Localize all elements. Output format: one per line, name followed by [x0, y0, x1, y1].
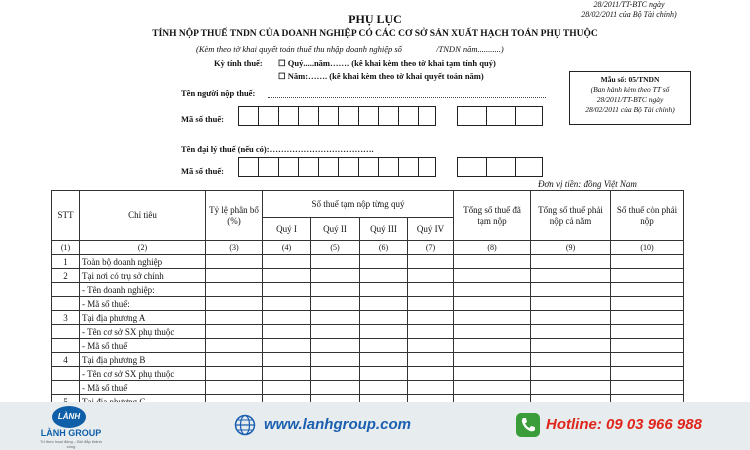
value-cell[interactable]: [206, 269, 263, 283]
header-q3: Quý III: [360, 218, 408, 241]
value-cell[interactable]: [611, 353, 684, 367]
value-cell[interactable]: [311, 283, 360, 297]
attach-note-tail: /TNDN năm...........): [436, 44, 504, 54]
value-cell[interactable]: [454, 381, 531, 395]
header-total-year: Tổng số thuế phải nộp cả năm: [531, 191, 611, 241]
value-cell[interactable]: [454, 297, 531, 311]
currency-unit: Đơn vị tiền: đồng Việt Nam: [538, 179, 637, 189]
col-number: (8): [454, 241, 531, 255]
table-row: [52, 255, 684, 269]
value-cell[interactable]: [360, 297, 408, 311]
table-row: [52, 283, 684, 297]
period-quarter[interactable]: ☐ Quý.....năm……. (kê khai kèm theo tờ khai tạm tính quý): [278, 58, 496, 68]
top-note-line1: 28/2011/TT-BTC ngày: [593, 0, 665, 9]
value-cell[interactable]: [531, 339, 611, 353]
col-number: (6): [360, 241, 408, 255]
agent-tax-code-boxes[interactable]: [238, 157, 436, 177]
header-item: Chỉ tiêu: [80, 191, 206, 241]
attach-note: [196, 44, 504, 54]
logo-tagline: Tri thức hoạt động – Bồi đắp thành công: [40, 439, 102, 449]
value-cell[interactable]: [360, 381, 408, 395]
website-link[interactable]: www.lanhgroup.com: [264, 416, 411, 433]
hotline-link[interactable]: Hotline: 09 03 966 988: [546, 416, 702, 433]
col-number: (4): [263, 241, 311, 255]
col-number: (5): [311, 241, 360, 255]
col-number: (9): [531, 241, 611, 255]
value-cell[interactable]: [311, 255, 360, 269]
value-cell[interactable]: [531, 325, 611, 339]
row-label: Tại địa phương B: [80, 353, 206, 367]
taxpayer-name-field[interactable]: [268, 97, 546, 98]
value-cell[interactable]: [311, 381, 360, 395]
value-cell[interactable]: [311, 325, 360, 339]
table-body: [52, 255, 684, 409]
value-cell[interactable]: [408, 311, 454, 325]
value-cell[interactable]: [454, 311, 531, 325]
value-cell[interactable]: [611, 311, 684, 325]
form-code-box: [569, 71, 691, 125]
form-code-line2: 28/2011/TT-BTC ngày: [596, 95, 664, 104]
value-cell[interactable]: [360, 339, 408, 353]
col-number: (3): [206, 241, 263, 255]
agent-tax-code-label: Mã số thuế:: [181, 166, 224, 176]
taxpayer-name-label: Tên người nộp thuế:: [181, 88, 256, 98]
value-cell[interactable]: [206, 353, 263, 367]
page-subtitle: TÍNH NỘP THUẾ TNDN CỦA DOANH NGHIỆP CÓ CÁC CƠ SỞ SẢN XUẤT HẠCH TOÁN PHỤ THUỘC: [152, 29, 598, 39]
top-note-line2: 28/02/2011 của Bộ Tài chính): [581, 10, 677, 19]
agent-name-label: Tên đại lý thuế (nếu có):……………………………….: [181, 144, 374, 154]
header-q1: Quý I: [263, 218, 311, 241]
col-number: (10): [611, 241, 684, 255]
row-stt: [52, 381, 80, 395]
table-row: [52, 339, 684, 353]
value-cell[interactable]: [263, 381, 311, 395]
value-cell[interactable]: [611, 255, 684, 269]
row-label: - Tên cơ sở SX phụ thuộc: [80, 367, 206, 381]
value-cell[interactable]: [408, 255, 454, 269]
agent-tax-code-branch-boxes[interactable]: [457, 157, 543, 177]
table-row: [52, 367, 684, 381]
header-ratio: Tỷ lệ phân bổ (%): [206, 191, 263, 241]
value-cell[interactable]: [360, 283, 408, 297]
form-code-line1: (Ban hành kèm theo TT số: [590, 85, 670, 94]
tax-code-boxes[interactable]: [238, 106, 436, 126]
value-cell[interactable]: [206, 325, 263, 339]
table-row: [52, 311, 684, 325]
value-cell[interactable]: [311, 353, 360, 367]
value-cell[interactable]: [311, 339, 360, 353]
value-cell[interactable]: [611, 381, 684, 395]
logo-text: LÀNH GROUP: [40, 428, 102, 438]
row-label: Tại nơi có trụ sở chính: [80, 269, 206, 283]
row-stt: 3: [52, 311, 80, 325]
value-cell[interactable]: [360, 353, 408, 367]
value-cell[interactable]: [408, 283, 454, 297]
value-cell[interactable]: [311, 311, 360, 325]
row-stt: [52, 339, 80, 353]
table-row: [52, 269, 684, 283]
value-cell[interactable]: [360, 311, 408, 325]
value-cell[interactable]: [263, 325, 311, 339]
value-cell[interactable]: [454, 283, 531, 297]
value-cell[interactable]: [206, 311, 263, 325]
value-cell[interactable]: [311, 269, 360, 283]
value-cell[interactable]: [611, 325, 684, 339]
header-q2: Quý II: [311, 218, 360, 241]
value-cell[interactable]: [531, 367, 611, 381]
table-row: [52, 325, 684, 339]
value-cell[interactable]: [263, 353, 311, 367]
row-stt: [52, 297, 80, 311]
value-cell[interactable]: [408, 367, 454, 381]
value-cell[interactable]: [531, 381, 611, 395]
value-cell[interactable]: [531, 311, 611, 325]
header-remaining: Số thuế còn phải nộp: [611, 191, 684, 241]
col-number: (2): [80, 241, 206, 255]
table-row: [52, 381, 684, 395]
value-cell[interactable]: [454, 339, 531, 353]
value-cell[interactable]: [206, 255, 263, 269]
value-cell[interactable]: [360, 367, 408, 381]
value-cell[interactable]: [454, 367, 531, 381]
value-cell[interactable]: [531, 297, 611, 311]
row-label: - Tên cơ sở SX phụ thuộc: [80, 325, 206, 339]
value-cell[interactable]: [263, 255, 311, 269]
value-cell[interactable]: [263, 269, 311, 283]
value-cell[interactable]: [454, 325, 531, 339]
page-title: PHỤ LỤC: [348, 12, 402, 26]
form-code: Mẫu số: 05/TNDN: [600, 75, 660, 84]
value-cell[interactable]: [454, 353, 531, 367]
value-cell[interactable]: [611, 269, 684, 283]
header-stt: STT: [52, 191, 80, 241]
value-cell[interactable]: [360, 269, 408, 283]
value-cell[interactable]: [311, 297, 360, 311]
value-cell[interactable]: [454, 269, 531, 283]
attach-note-text: (Kèm theo tờ khai quyết toán thuế thu nhập doanh nghiệp số: [196, 44, 402, 54]
value-cell[interactable]: [611, 367, 684, 381]
value-cell[interactable]: [263, 339, 311, 353]
col-number: (7): [408, 241, 454, 255]
table-row: [52, 297, 684, 311]
value-cell[interactable]: [263, 297, 311, 311]
value-cell[interactable]: [611, 339, 684, 353]
header-q4: Quý IV: [408, 218, 454, 241]
value-cell[interactable]: [360, 325, 408, 339]
row-label: - Mã số thuế:: [80, 297, 206, 311]
value-cell[interactable]: [408, 297, 454, 311]
value-cell[interactable]: [531, 353, 611, 367]
value-cell[interactable]: [206, 339, 263, 353]
row-stt: [52, 367, 80, 381]
header-quarterly: Số thuế tạm nộp từng quý: [263, 191, 454, 218]
value-cell[interactable]: [206, 381, 263, 395]
row-stt: [52, 325, 80, 339]
row-label: - Mã số thuế: [80, 339, 206, 353]
row-label: - Tên doanh nghiệp:: [80, 283, 206, 297]
value-cell[interactable]: [360, 255, 408, 269]
form-code-line3: 28/02/2011 của Bộ Tài chính): [585, 105, 675, 114]
row-label: Toàn bộ doanh nghiệp: [80, 255, 206, 269]
value-cell[interactable]: [531, 269, 611, 283]
tax-code-label: Mã số thuế:: [181, 114, 224, 124]
row-stt: 2: [52, 269, 80, 283]
row-label: - Mã số thuế: [80, 381, 206, 395]
value-cell[interactable]: [408, 353, 454, 367]
period-label: Kỳ tính thuế:: [214, 58, 263, 68]
period-year[interactable]: ☐ Năm:……. (kê khai kèm theo tờ khai quyết toán năm): [278, 71, 484, 81]
phone-icon: [516, 413, 540, 437]
value-cell[interactable]: [408, 339, 454, 353]
tax-table: [51, 190, 684, 409]
table-row: [52, 353, 684, 367]
col-number: (1): [52, 241, 80, 255]
value-cell[interactable]: [408, 269, 454, 283]
value-cell[interactable]: [311, 367, 360, 381]
value-cell[interactable]: [611, 283, 684, 297]
row-label: Tại địa phương A: [80, 311, 206, 325]
globe-icon: [234, 414, 256, 436]
value-cell[interactable]: [206, 297, 263, 311]
value-cell[interactable]: [454, 255, 531, 269]
header-total-paid: Tổng số thuế đã tạm nộp: [454, 191, 531, 241]
value-cell[interactable]: [206, 283, 263, 297]
value-cell[interactable]: [408, 381, 454, 395]
row-stt: 1: [52, 255, 80, 269]
value-cell[interactable]: [531, 255, 611, 269]
value-cell[interactable]: [408, 325, 454, 339]
value-cell[interactable]: [206, 367, 263, 381]
row-stt: 4: [52, 353, 80, 367]
value-cell[interactable]: [531, 283, 611, 297]
logo-mark: LÀNH: [52, 406, 86, 428]
value-cell[interactable]: [263, 311, 311, 325]
value-cell[interactable]: [263, 367, 311, 381]
value-cell[interactable]: [263, 283, 311, 297]
row-stt: [52, 283, 80, 297]
tax-code-branch-boxes[interactable]: [457, 106, 543, 126]
value-cell[interactable]: [611, 297, 684, 311]
